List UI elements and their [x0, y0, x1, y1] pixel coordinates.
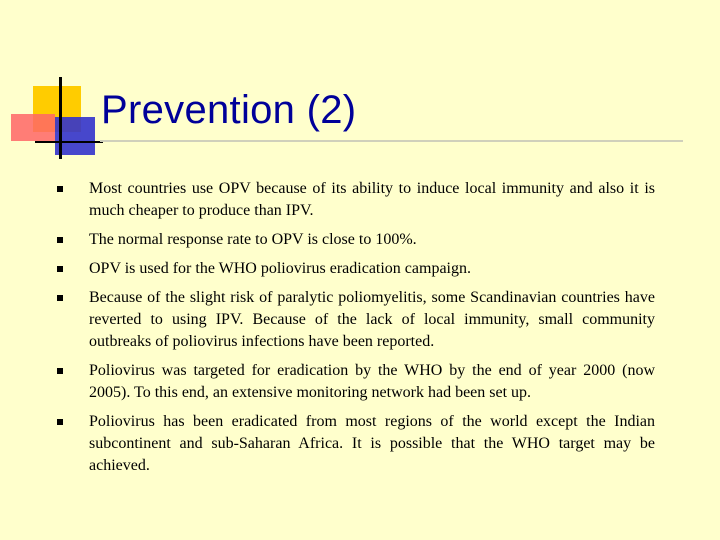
bullet-text: Most countries use OPV because of its ability to induce local immunity and also it is much cheaper to produce than IPV. [89, 180, 655, 219]
bullet-text: Poliovirus was targeted for eradication by the WHO by the end of year 2000 (now 2005). To this end, an extensive monitoring network had been set up. [89, 362, 655, 401]
title-decoration [0, 0, 110, 170]
decor-vertical-line [59, 77, 62, 159]
title-underline [100, 140, 683, 142]
bullet-item [57, 360, 655, 404]
bullet-item [57, 178, 655, 222]
square-bullet-icon [57, 237, 63, 243]
bullet-item [57, 411, 655, 477]
bullet-text: Because of the slight risk of paralytic poliomyelitis, some Scandinavian countries have reverted to using IPV. Because of the lack of local immunity, small community outbreaks of poliovirus infections have been reported. [89, 289, 655, 350]
decor-red-square [11, 114, 55, 141]
bullet-item [57, 258, 655, 280]
slide-title: Prevention (2) [101, 88, 357, 132]
square-bullet-icon [57, 368, 63, 374]
decor-horizontal-line [35, 141, 103, 143]
bullet-text: The normal response rate to OPV is close to 100%. [89, 231, 417, 248]
square-bullet-icon [57, 419, 63, 425]
bullet-text: OPV is used for the WHO poliovirus eradication campaign. [89, 260, 471, 277]
bullet-item [57, 229, 655, 251]
bullet-list [57, 178, 655, 484]
square-bullet-icon [57, 295, 63, 301]
bullet-item [57, 287, 655, 353]
bullet-text: Poliovirus has been eradicated from most regions of the world except the Indian subcontinent and sub-Saharan Africa. It is possible that the WHO target may be achieved. [89, 413, 655, 474]
square-bullet-icon [57, 266, 63, 272]
square-bullet-icon [57, 186, 63, 192]
